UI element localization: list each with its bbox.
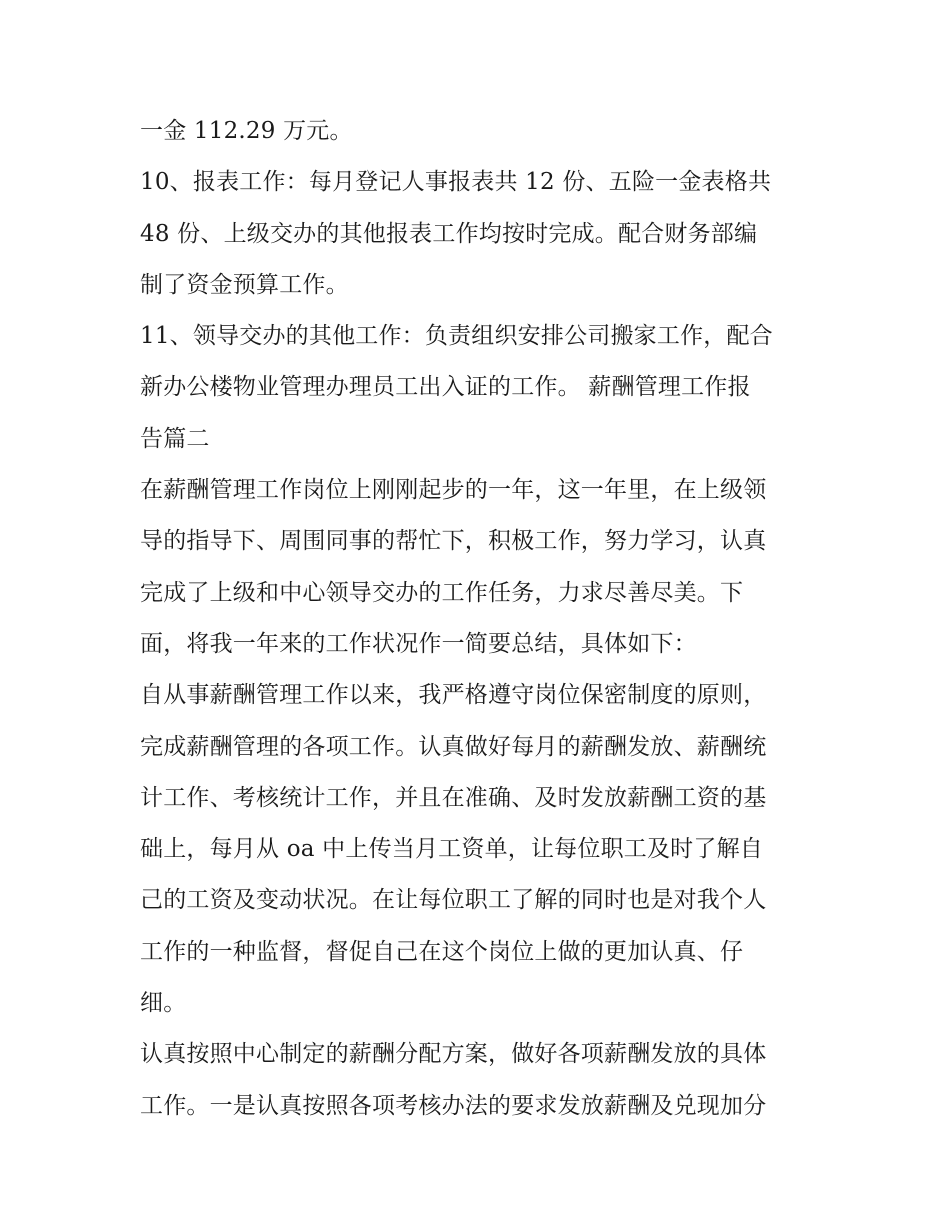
text-line: 认真按照中心制定的薪酬分配方案，做好各项薪酬发放的具体	[140, 1041, 767, 1068]
text-line: 础上，每月从 oa 中上传当月工资单，让每位职工及时了解自	[140, 836, 763, 863]
text-line: 制了资金预算工作。	[140, 271, 349, 298]
text-line: 新办公楼物业管理办理员工出入证的工作。 薪酬管理工作报	[140, 374, 751, 401]
text-line: 48 份、上级交办的其他报表工作均按时完成。配合财务部编	[140, 220, 758, 247]
text-line: 完成薪酬管理的各项工作。认真做好每月的薪酬发放、薪酬统	[140, 733, 767, 760]
text-line: 11、领导交办的其他工作：负责组织安排公司搬家工作，配合	[140, 323, 773, 350]
text-line: 导的指导下、周围同事的帮忙下，积极工作，努力学习，认真	[140, 528, 767, 555]
text-line: 告篇二	[140, 425, 210, 452]
text-line: 一金 112.29 万元。	[140, 118, 353, 144]
text-line: 工作。一是认真按照各项考核办法的要求发放薪酬及兑现加分	[140, 1092, 767, 1119]
document-body	[140, 106, 830, 1132]
text-line: 完成了上级和中心领导交办的工作任务，力求尽善尽美。下	[140, 579, 744, 606]
text-line: 计工作、考核统计工作，并且在准确、及时发放薪酬工资的基	[140, 784, 767, 811]
text-line: 10、报表工作：每月登记人事报表共 12 份、五险一金表格共	[140, 169, 772, 196]
text-line: 己的工资及变动状况。在让每位职工了解的同时也是对我个人	[140, 887, 767, 914]
text-line: 工作的一种监督，督促自己在这个岗位上做的更加认真、仔	[140, 938, 744, 965]
text-line: 自从事薪酬管理工作以来，我严格遵守岗位保密制度的原则，	[140, 682, 767, 709]
text-line: 细。	[140, 990, 187, 1017]
text-line: 在薪酬管理工作岗位上刚刚起步的一年，这一年里，在上级领	[140, 477, 767, 504]
text-line: 面，将我一年来的工作状况作一简要总结，具体如下：	[140, 630, 697, 657]
